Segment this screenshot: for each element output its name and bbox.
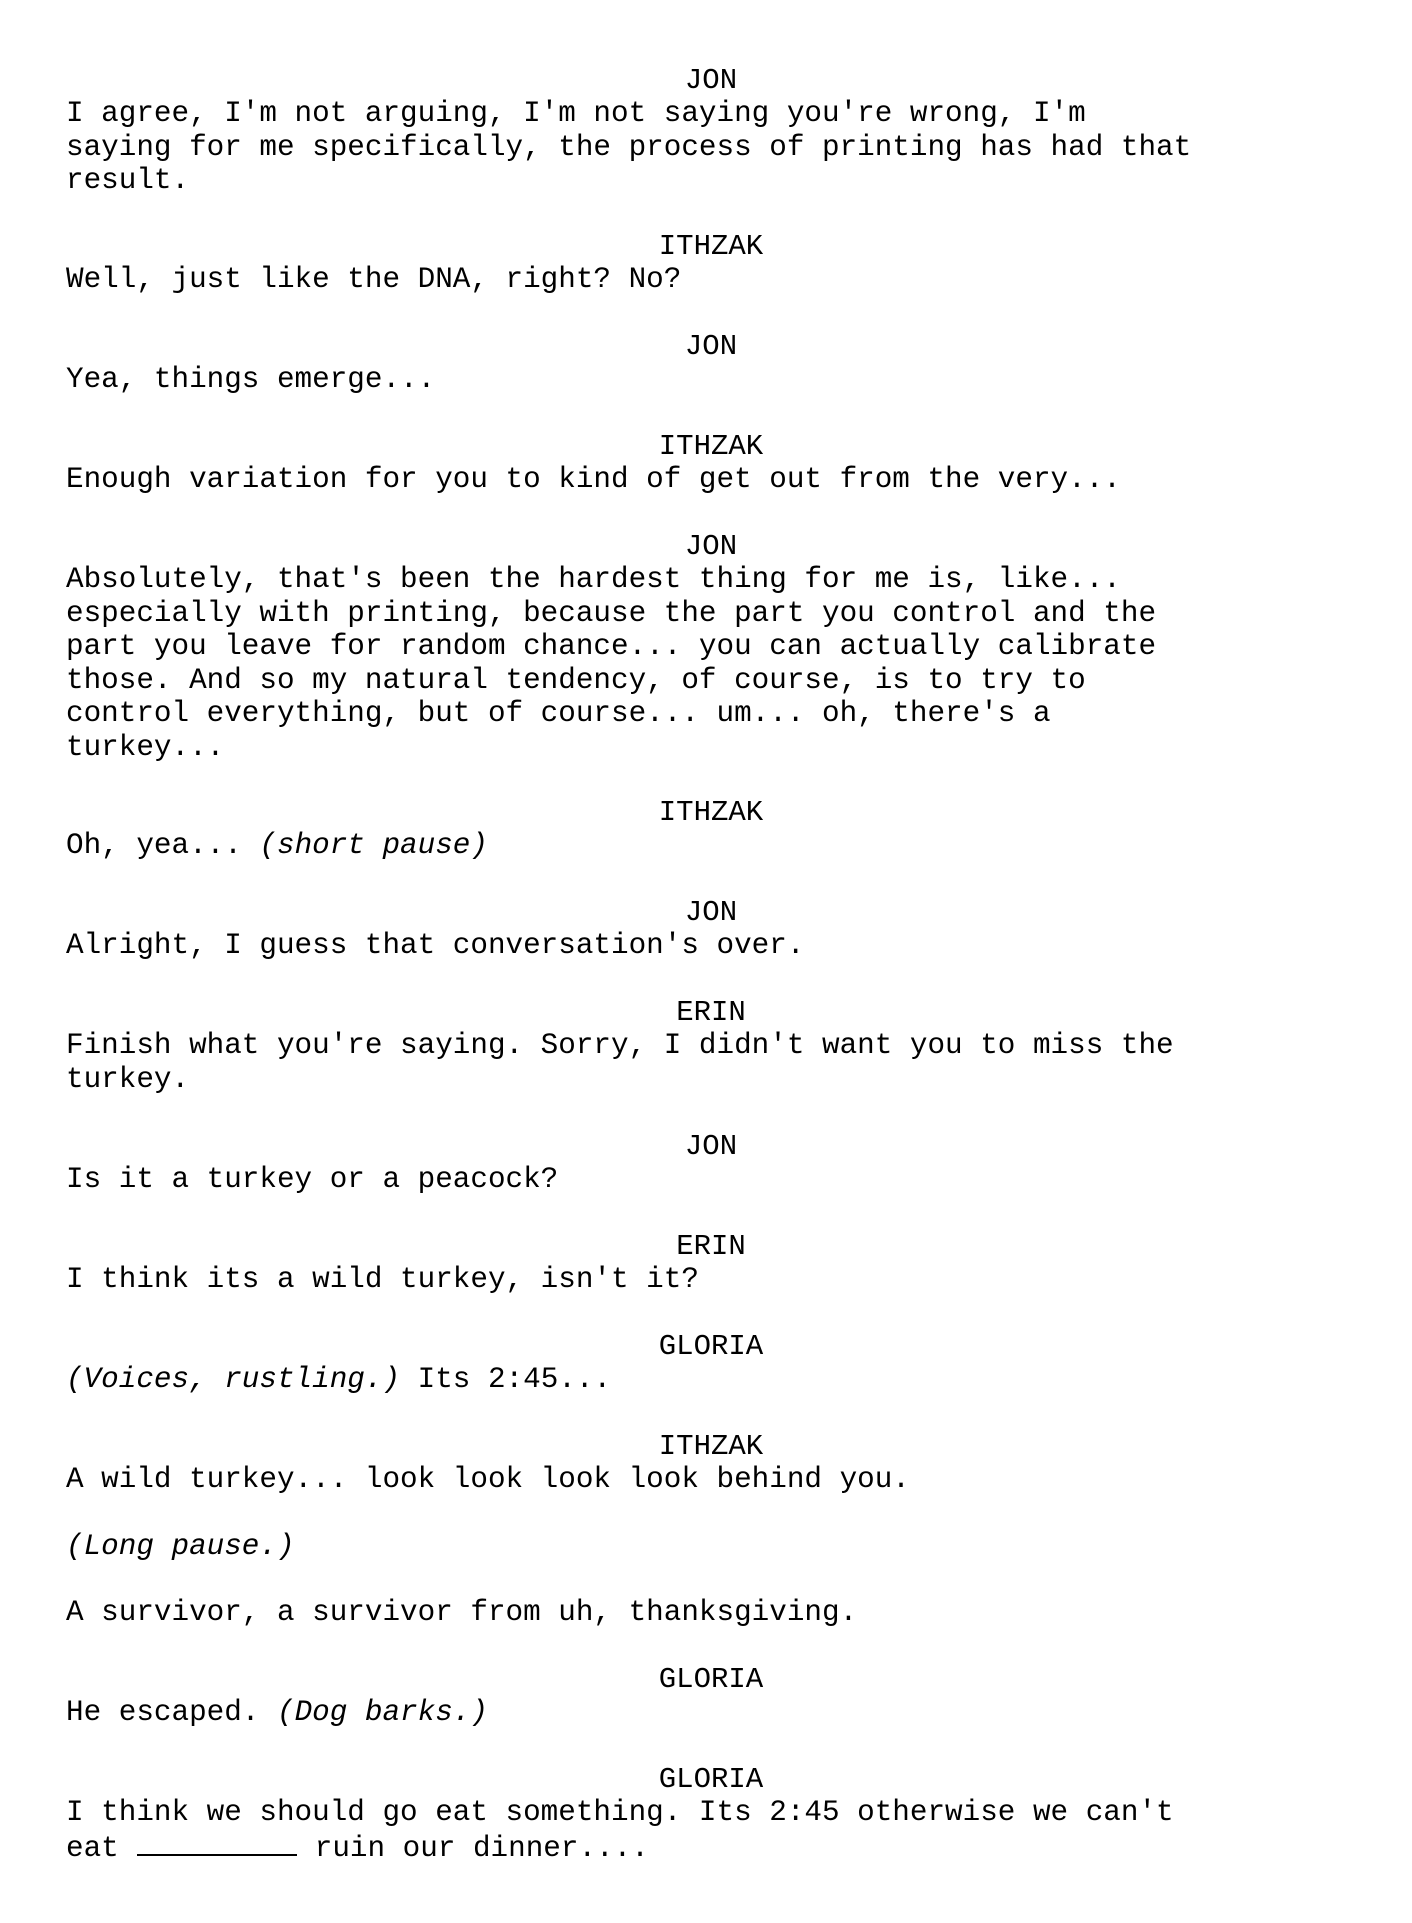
dialogue-line: those. And so my natural tendency, of course, is to try to <box>66 663 1086 697</box>
speaker-name: GLORIA <box>658 1763 764 1796</box>
stage-direction: (Dog barks.) <box>276 1696 488 1729</box>
dialogue-line: part you leave for random chance... you can actually calibrate <box>66 630 1157 663</box>
dialogue-block <box>66 1330 1356 1397</box>
dialogue-line: A survivor, a survivor from uh, thanksgiving. <box>66 1596 858 1629</box>
dialogue-line: Is it a turkey or a peacock? <box>66 1163 559 1196</box>
speaker-name: JON <box>684 896 738 929</box>
dialogue-text: eat <box>66 1831 119 1865</box>
dialogue-block <box>66 330 1356 397</box>
dialogue-text: Its 2:45... <box>400 1363 612 1396</box>
speaker-name: ERIN <box>676 996 746 1029</box>
speaker-name: JON <box>684 1130 738 1163</box>
speaker-name: ITHZAK <box>658 796 764 829</box>
dialogue-line: I think we should go eat something. Its 2:45 otherwise we can't <box>66 1796 1174 1829</box>
dialogue-block <box>66 1230 1356 1297</box>
dialogue-line: Alright, I guess that conversation's over. <box>66 929 805 962</box>
dialogue-block <box>66 1130 1356 1197</box>
dialogue-line: Well, just like the DNA, right? No? <box>66 263 682 296</box>
dialogue-text: He escaped. <box>66 1696 277 1729</box>
speaker-name: JON <box>684 330 738 363</box>
dialogue-line: Enough variation for you to kind of get out from the very... <box>66 463 1121 496</box>
dialogue-block <box>66 1763 1356 1865</box>
dialogue-block <box>66 796 1356 863</box>
dialogue-block <box>66 896 1356 963</box>
dialogue-line: turkey. <box>66 1062 190 1096</box>
blank-underline <box>137 1830 297 1856</box>
dialogue-block <box>66 1430 1356 1630</box>
dialogue-block <box>66 530 1356 764</box>
dialogue-line <box>66 1696 1356 1730</box>
dialogue-line <box>66 1363 1356 1397</box>
speaker-name: ITHZAK <box>658 1430 764 1463</box>
dialogue-block <box>66 230 1356 297</box>
dialogue-block <box>66 1663 1356 1730</box>
dialogue-block <box>66 996 1356 1096</box>
speaker-name: ERIN <box>676 1230 746 1263</box>
stage-direction: (short pause) <box>259 829 488 862</box>
speaker-name: ITHZAK <box>658 230 764 263</box>
dialogue-block <box>66 430 1356 497</box>
speaker-name: JON <box>684 64 738 97</box>
dialogue-line: Finish what you're saying. Sorry, I didn't want you to miss the <box>66 1029 1174 1062</box>
dialogue-line <box>66 1830 1356 1866</box>
speaker-name: JON <box>684 530 738 563</box>
dialogue-line: control everything, but of course... um... oh, there's a <box>66 697 1051 730</box>
dialogue-line: turkey... <box>66 730 225 764</box>
dialogue-line: result. <box>66 164 190 197</box>
stage-direction: (Voices, rustling.) <box>66 1363 401 1396</box>
speaker-name: GLORIA <box>658 1330 764 1363</box>
dialogue-line: Yea, things emerge... <box>66 363 436 396</box>
stage-direction: (Long pause.) <box>66 1529 295 1563</box>
dialogue-line: A wild turkey... look look look look behind you. <box>66 1463 910 1496</box>
dialogue-line: saying for me specifically, the process of printing has had that <box>66 130 1192 164</box>
dialogue-line: I agree, I'm not arguing, I'm not saying you're wrong, I'm <box>66 97 1086 130</box>
speaker-name: GLORIA <box>658 1663 764 1696</box>
dialogue-text: ruin our dinner.... <box>314 1831 649 1865</box>
dialogue-line: especially with printing, because the part you control and the <box>66 596 1157 630</box>
dialogue-line: Absolutely, that's been the hardest thing for me is, like... <box>66 563 1121 596</box>
dialogue-text: Oh, yea... <box>66 829 260 862</box>
dialogue-line <box>66 829 1356 863</box>
dialogue-line: I think its a wild turkey, isn't it? <box>66 1263 699 1296</box>
dialogue-block <box>66 64 1356 198</box>
speaker-name: ITHZAK <box>658 430 764 463</box>
